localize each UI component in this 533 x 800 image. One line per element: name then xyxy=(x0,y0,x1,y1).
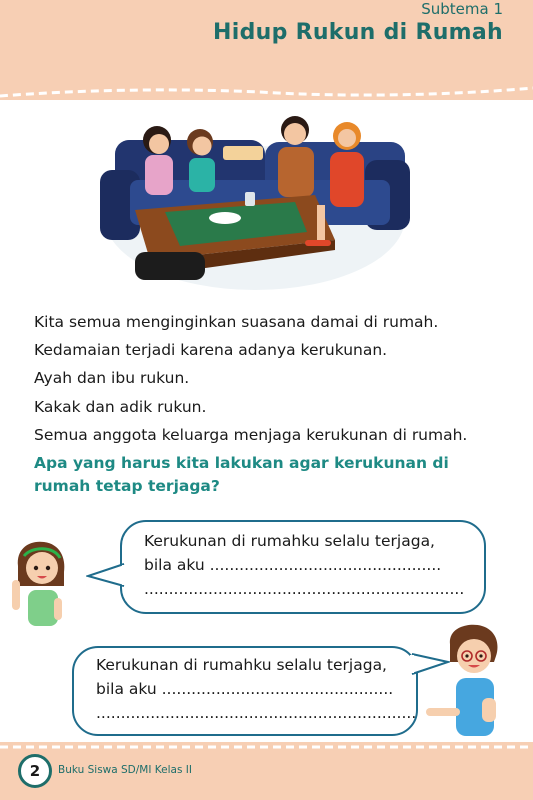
speech-bubble xyxy=(72,646,418,736)
bubble-tail xyxy=(86,560,126,590)
bubble-line: bila aku ............................................... xyxy=(144,556,442,574)
footer-dashed-line xyxy=(0,742,533,752)
body-line: Kedamaian terjadi karena adanya kerukunan. xyxy=(34,341,388,360)
page-number: 2 xyxy=(18,754,52,788)
speech-bubble xyxy=(120,520,486,614)
body-line: Ayah dan ibu rukun. xyxy=(34,369,190,388)
body-line: Semua anggota keluarga menjaga kerukunan di rumah. xyxy=(34,425,468,444)
subtheme-label: Subtema 1 xyxy=(421,0,503,18)
family-illustration xyxy=(95,100,415,290)
question-text: Apa yang harus kita lakukan agar kerukunan di rumah tetap terjaga? xyxy=(34,454,449,495)
bubble-line: ................................................................. xyxy=(144,580,465,598)
book-label: Buku Siswa SD/MI Kelas II xyxy=(58,764,192,776)
body-paragraph xyxy=(34,308,504,449)
body-line: Kakak dan adik rukun. xyxy=(34,397,207,416)
page-title: Hidup Rukun di Rumah xyxy=(213,20,503,45)
girl-avatar xyxy=(10,538,72,638)
boy-avatar xyxy=(424,622,514,740)
bubble-line: Kerukunan di rumahku selalu terjaga, xyxy=(96,656,387,674)
body-line: Kita semua menginginkan suasana damai di rumah. xyxy=(34,313,439,331)
bubble-line: Kerukunan di rumahku selalu terjaga, xyxy=(144,532,435,550)
bubble-line: bila aku ............................................... xyxy=(96,680,394,698)
bubble-line: ................................................................. xyxy=(96,704,417,722)
